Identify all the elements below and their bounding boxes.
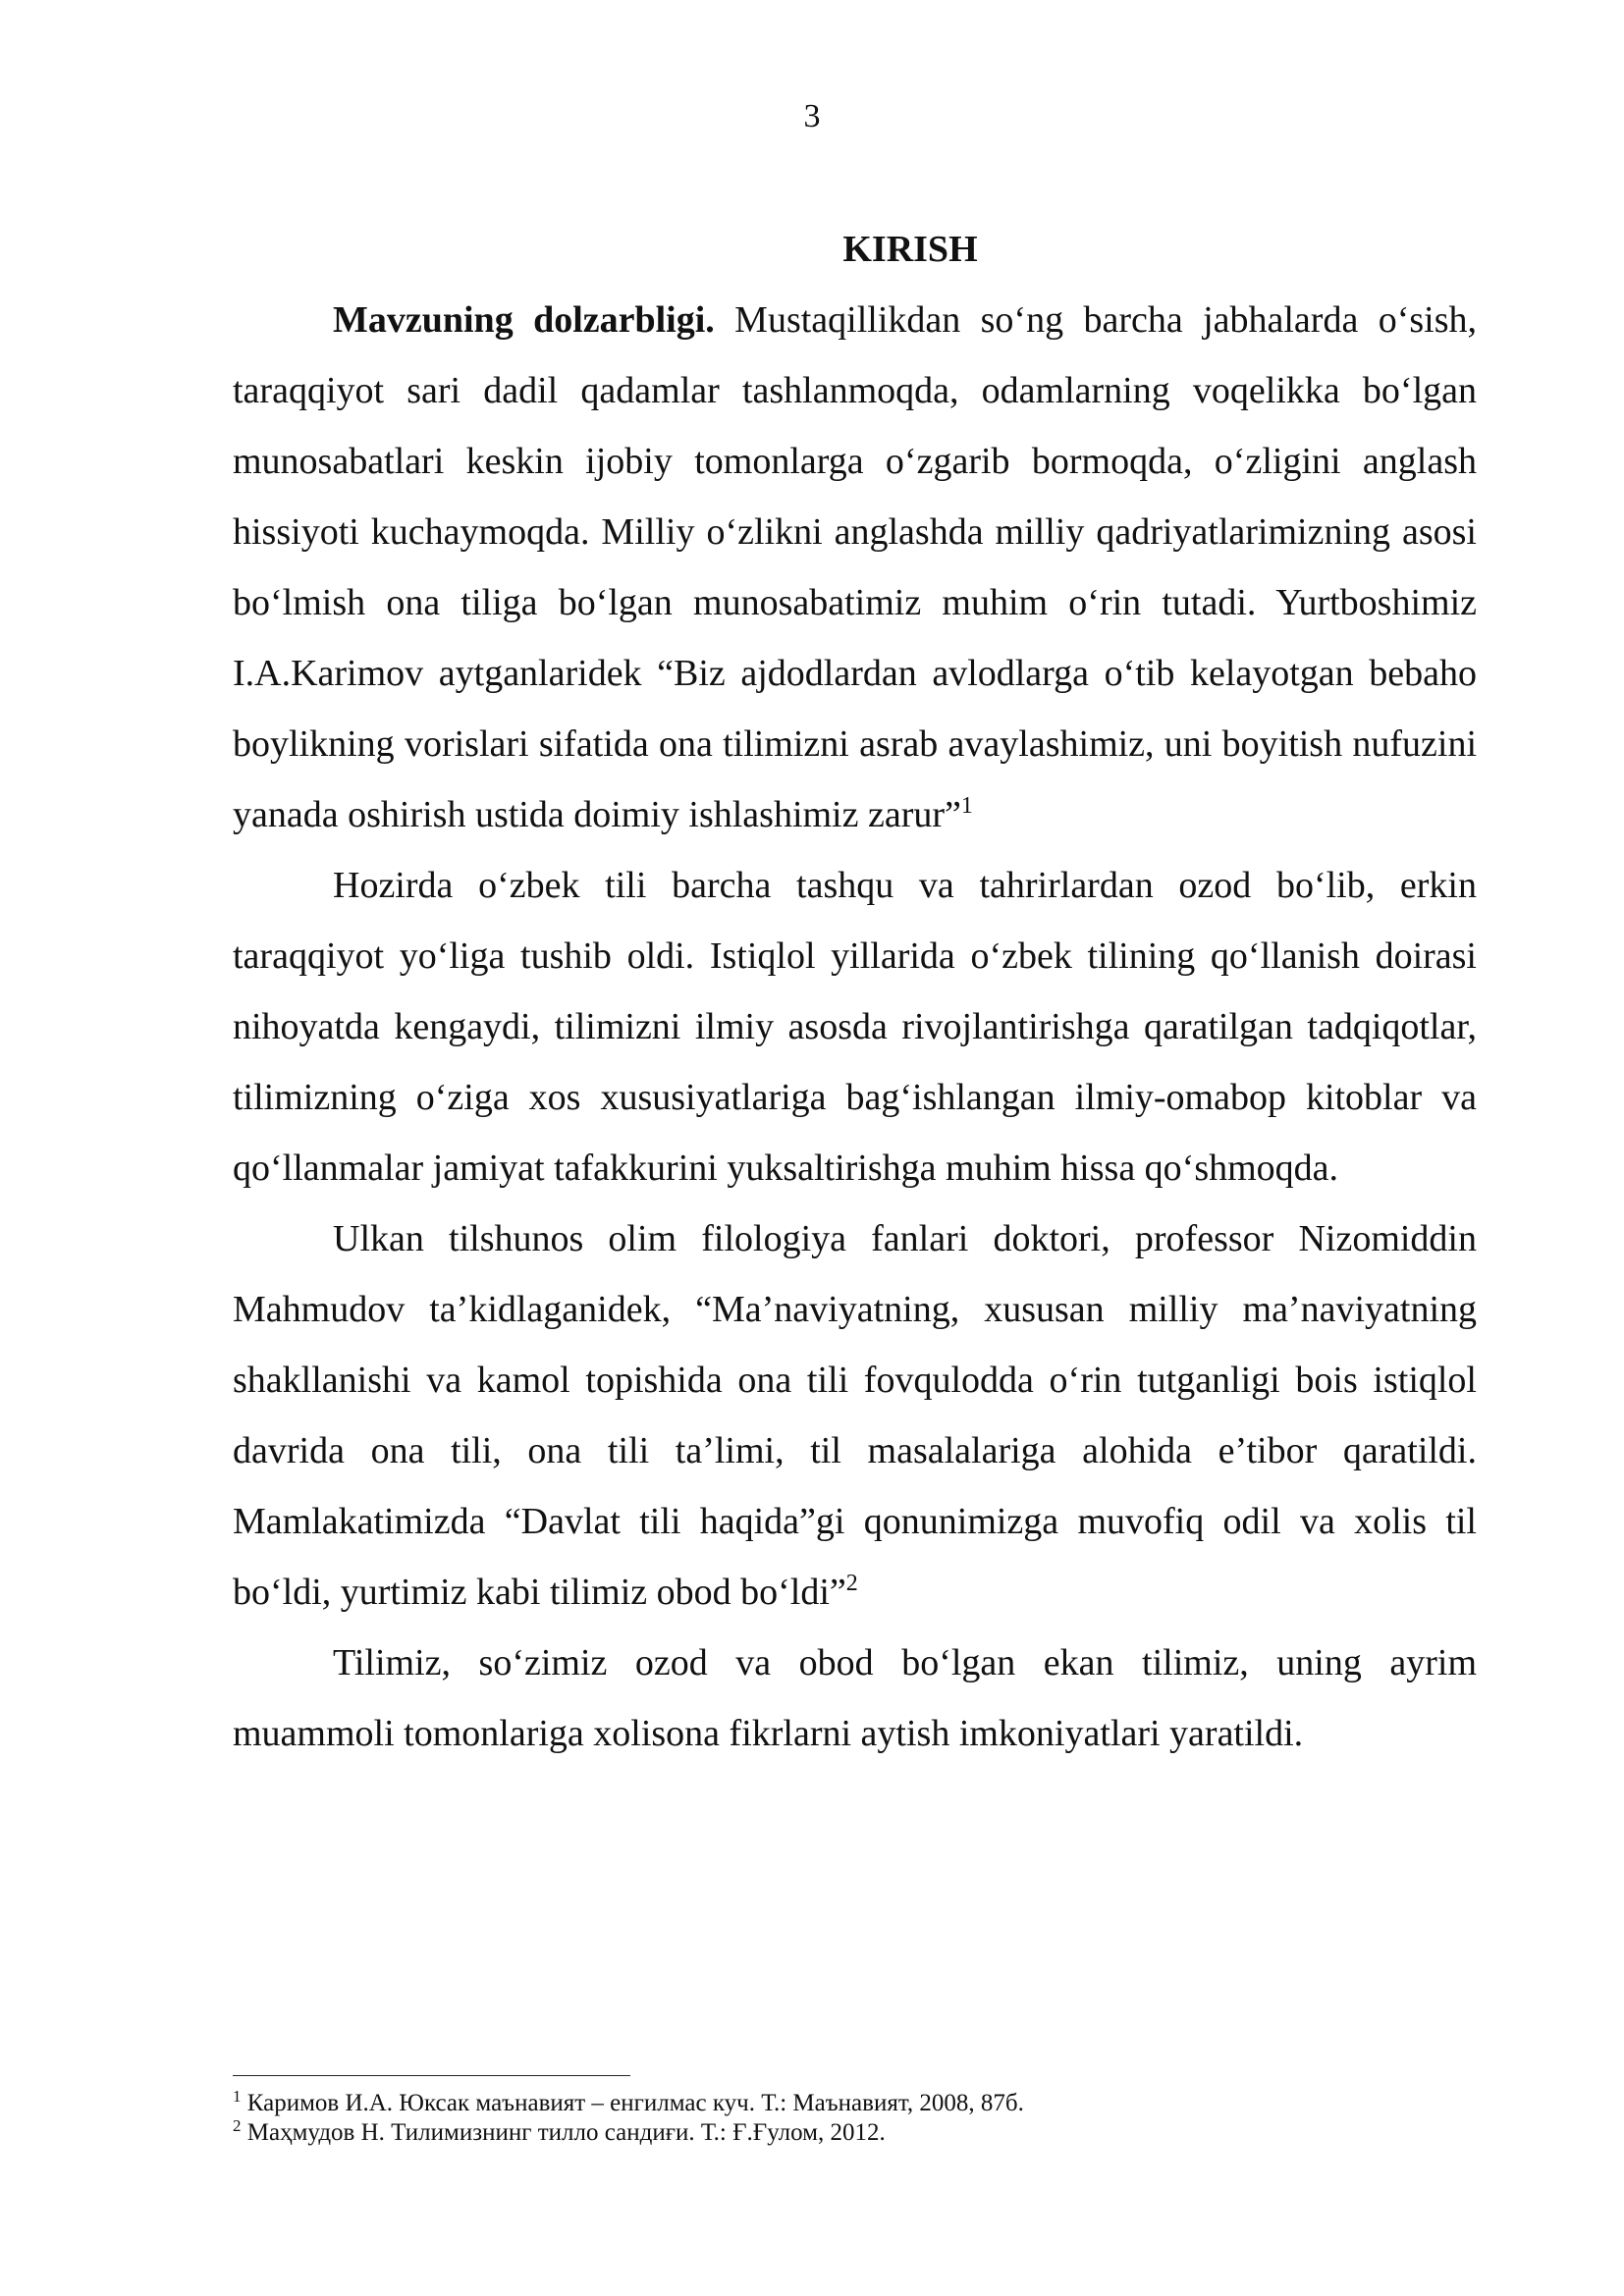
footnote-2: [233, 2118, 1477, 2148]
paragraph-text: Ulkan tilshunos olim filologiya fanlari doktori, professor Nizomiddin Mahmudov ta’kidlaganidek, “Ma’naviyatning, xususan milliy ma’naviyatning shakllanishi va kamol topishida ona tili fovqulodda o‘rin tutganligi bois istiqlol davrida ona tili, ona tili ta’limi, til masalalariga alohida e’tibor qaratildi. Mamlakatimizda “Davlat tili haqida”gi qonunimizga muvofiq odil va xolis til bo‘ldi, yurtimiz kabi tilimiz obod bo‘ldi”: [233, 1218, 1477, 1613]
section-heading: KIRISH: [842, 229, 978, 270]
footnote-ref-2: 2: [845, 1571, 858, 1596]
footnote-number: 2: [233, 2116, 242, 2135]
footnote-text: Маҳмудов Н. Тилимизнинг тилло сандиғи. Т.: Ғ.Ғулом, 2012.: [241, 2119, 886, 2146]
paragraph-language-development: [233, 850, 1477, 1203]
body-text: [233, 285, 1477, 1769]
paragraph-text: Hozirda o‘zbek tili barcha tashqu va tahrirlardan ozod bo‘lib, erkin taraqqiyot yo‘liga tushib oldi. Istiqlol yillarida o‘zbek tilining qo‘llanish doirasi nihoyatda kengaydi, tilimizni ilmiy asosda rivojlantirishga qaratilgan tadqiqotlar, tilimizning o‘ziga xos xususiyatlariga bag‘ishlangan ilmiy-omabop kitoblar va qo‘llanmalar jamiyat tafakkurini yuksaltirishga muhim hissa qo‘shmoqda.: [233, 865, 1477, 1189]
paragraph-text: Tilimiz, so‘zimiz ozod va obod bo‘lgan ekan tilimiz, uning ayrim muammoli tomonlariga xolisona fikrlarni aytish imkoniyatlari yaratildi.: [233, 1642, 1477, 1754]
paragraph-relevance: [233, 285, 1477, 850]
paragraph-opportunities: [233, 1628, 1477, 1769]
paragraph-text: Mustaqillikdan so‘ng barcha jabhalarda o‘sish, taraqqiyot sari dadil qadamlar tashlanmoqda, odamlarning voqelikka bo‘lgan munosabatlari keskin ijobiy tomonlarga o‘zgarib bormoqda, o‘zligini anglash hissiyoti kuchaymoqda. Milliy o‘zlikni anglashda milliy qadriyatlarimizning asosi bo‘lmish ona tiliga bo‘lgan munosabatimiz muhim o‘rin tutadi. Yurtboshimiz I.A.Karimov aytganlaridek “Biz ajdodlardan avlodlarga o‘tib kelayotgan bebaho boylikning vorislari sifatida ona tilimizni asrab avaylashimiz, uni boyitish nufuzini yanada oshirish ustida doimiy ishlashimiz zarur”: [233, 299, 1477, 835]
footnote-number: 1: [233, 2087, 242, 2106]
footnote-ref-1: 1: [960, 793, 973, 819]
footnote-separator: [233, 2075, 630, 2076]
paragraph-lead: Mavzuning dolzarbligi.: [333, 299, 715, 341]
footnotes: [233, 2089, 1477, 2148]
footnote-1: [233, 2089, 1477, 2118]
page-number: 3: [803, 98, 821, 134]
paragraph-mahmudov-quote: [233, 1203, 1477, 1628]
footnote-text: Каримов И.А. Юксак маънавият – енгилмас куч. Т.: Маънавият, 2008, 87б.: [241, 2090, 1024, 2116]
